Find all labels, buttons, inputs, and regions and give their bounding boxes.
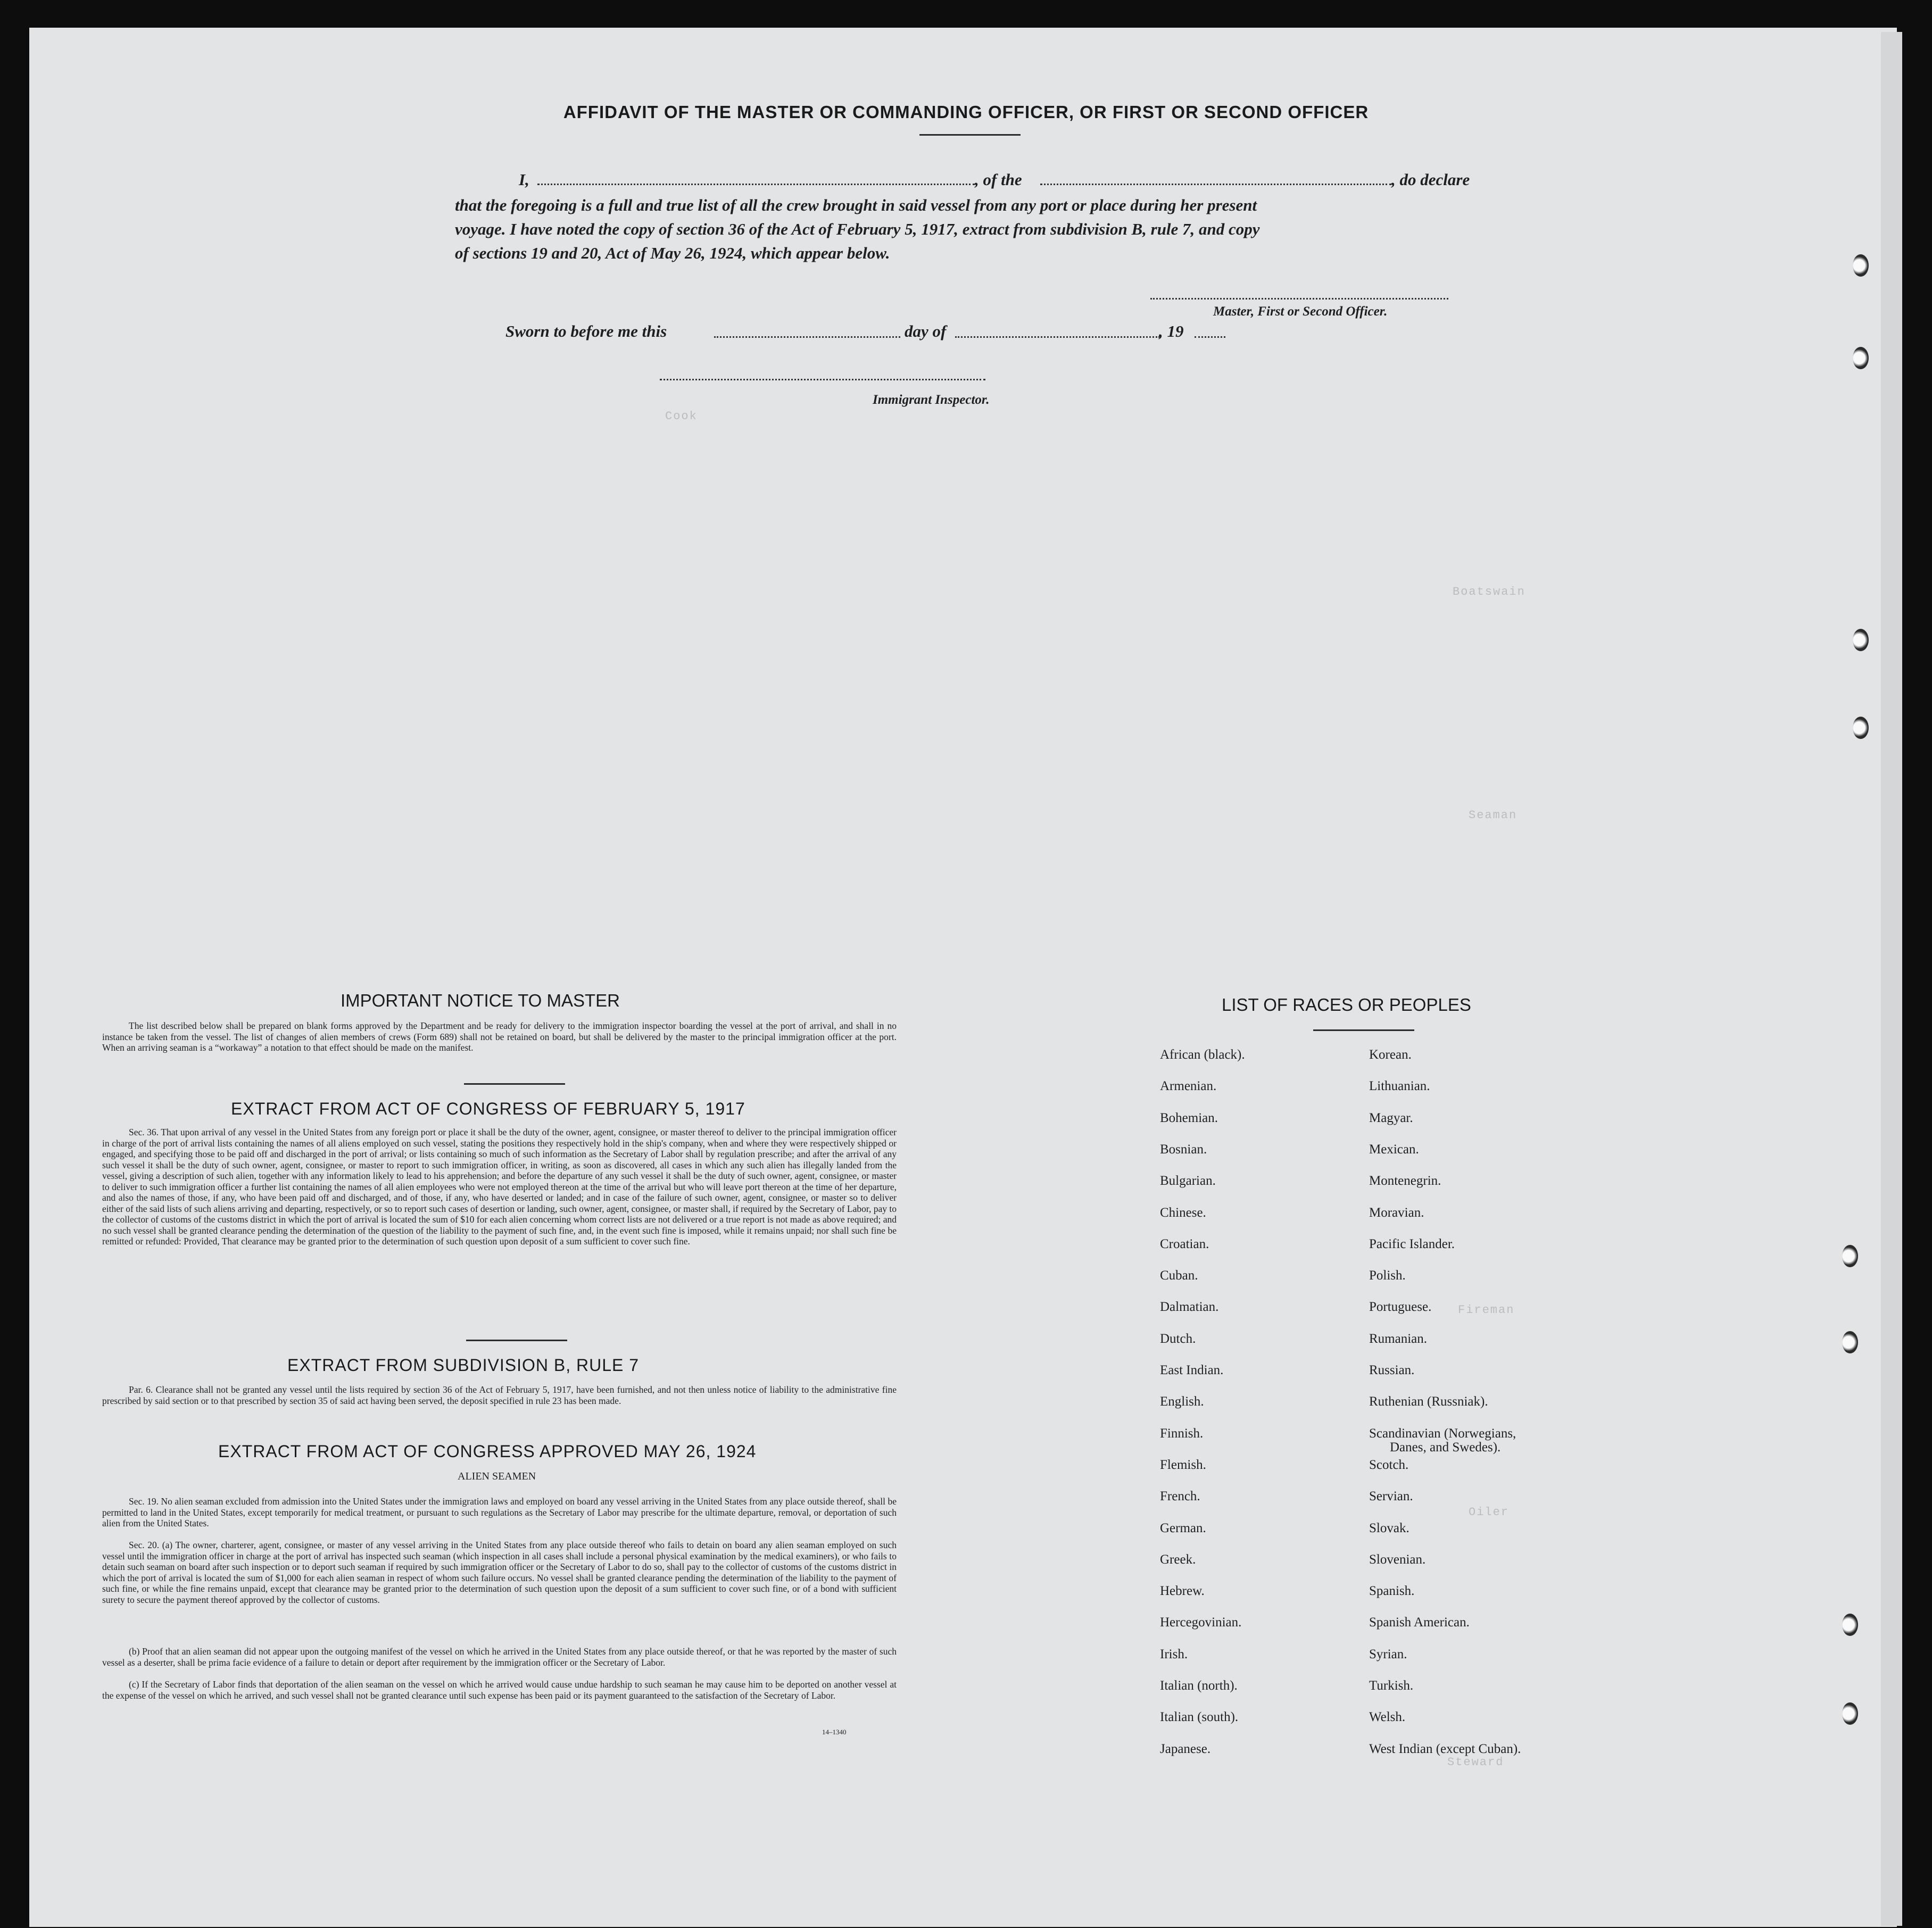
race-item: Flemish.	[1160, 1457, 1206, 1472]
race-item: Finnish.	[1160, 1426, 1204, 1441]
race-item: Welsh.	[1369, 1710, 1406, 1725]
act-1924-sec20b: (b) Proof that an alien seaman did not appear upon the outgoing manifest of the vessel on which he arrived in the United States from any place outside thereof, or that he was reported by the master of such vessel as a deserter, shall be prima facie evidence of a failure to detain or deport after requirement by the immigration officer or the Secretary of Labor.	[102, 1646, 897, 1668]
race-item: Slovak.	[1369, 1520, 1409, 1535]
affidavit-do-declare: , do declare	[1391, 170, 1470, 189]
race-item: Magyar.	[1369, 1110, 1413, 1125]
race-item-continued: Danes, and Swedes).	[1390, 1440, 1501, 1455]
title-rule	[919, 134, 1021, 136]
race-item: Russian.	[1369, 1363, 1415, 1377]
race-item: Spanish American.	[1369, 1615, 1470, 1630]
sworn-label: Sworn to before me this	[505, 322, 667, 340]
master-signature-label: Master, First or Second Officer.	[1213, 304, 1388, 319]
adjacent-page-edge	[1881, 32, 1902, 1926]
race-item: Chinese.	[1160, 1205, 1206, 1220]
declarant-name-line[interactable]	[537, 184, 975, 185]
race-item: Syrian.	[1369, 1647, 1407, 1661]
act-1924-sec19: Sec. 19. No alien seaman excluded from admission into the United States under the immigration laws and employed on board any vessel arriving in the United States from any place outside thereof, shall be permitted to land in the United States, except temporarily for medical treatment, or pursuant to such regulations as the Secretary of Labor may prescribe for the ultimate departure, removal, or deportation of such alien from the United States.	[102, 1496, 897, 1528]
race-item: Cuban.	[1160, 1268, 1198, 1283]
affidavit-title: AFFIDAVIT OF THE MASTER OR COMMANDING OFFICER, OR FIRST OR SECOND OFFICER	[563, 102, 1369, 122]
race-item: Italian (north).	[1160, 1678, 1238, 1693]
race-item: Ruthenian (Russniak).	[1369, 1394, 1488, 1409]
race-item: East Indian.	[1160, 1363, 1224, 1377]
alien-seamen-subtitle: ALIEN SEAMEN	[458, 1470, 536, 1482]
race-item: Portuguese.	[1369, 1300, 1432, 1315]
master-signature-line[interactable]	[1150, 298, 1448, 300]
act-1924-sec20c: (c) If the Secretary of Labor finds that deportation of the alien seaman on the vessel on which he arrived would cause undue hardship to such seaman he may cause him to be deported on another vessel at the expense of the vessel on which he arrived, and such vessel shall not be granted clearance until such expense has been paid or its payment guaranteed to the satisfaction of the Secretary of Labor.	[102, 1679, 897, 1701]
bleedthrough-word: Cook	[665, 410, 698, 423]
race-item: English.	[1160, 1394, 1204, 1409]
binder-hole	[1853, 717, 1869, 739]
race-item: Hercegovinian.	[1160, 1615, 1242, 1630]
affidavit-line-3: voyage. I have noted the copy of section 36 of the Act of February 5, 1917, extract from subdivision B, rule 7, and copy	[455, 220, 1260, 238]
race-item: Scotch.	[1369, 1457, 1409, 1472]
rule7-body: Par. 6. Clearance shall not be granted any vessel until the lists required by section 36 of the Act of February 5, 1917, have been furnished, and not then unless notice of liability to the administrative fine prescribed by said section or to that prescribed by section 35 of said act having been served, the deposit specified in rule 23 has been made.	[102, 1384, 897, 1406]
binder-hole	[1853, 254, 1869, 277]
race-item: Irish.	[1160, 1647, 1188, 1661]
inspector-label: Immigrant Inspector.	[873, 393, 990, 407]
race-item: Greek.	[1160, 1552, 1196, 1567]
races-title: LIST OF RACES OR PEOPLES	[1222, 995, 1471, 1015]
race-item: Pacific Islander.	[1369, 1236, 1455, 1251]
affidavit-lead-i: I,	[519, 170, 529, 189]
race-item: Bohemian.	[1160, 1110, 1218, 1125]
race-item: Lithuanian.	[1369, 1079, 1430, 1094]
race-item: Bosnian.	[1160, 1142, 1207, 1157]
act-1917-body: Sec. 36. That upon arrival of any vessel in the United States from any foreign port or place it shall be the duty of the owner, agent, consignee, or master thereof to deliver to the principal immigration officer in charge of the port of arrival lists containing the names of all aliens employed on such vessel, stating the positions they respectively hold in the ship's company, when and where they were respectively shipped or engaged, and specifying those to be paid off and discharged in the port of arrival; or lists containing so much of such information as the Secretary of Labor shall by regulation prescribe; and after the arrival of any such vessel it shall be the duty of such owner, agent, consignee, or master to report to such immigration officer, in writing, as soon as discovered, all cases in which any such alien has illegally landed from the vessel, giving a description of such alien, together with any information likely to lead to his apprehension; and before the departure of any such vessel it shall be the duty of such owner, agent, consignee, or master to deliver to such immigration officer a further list containing the names of all alien employees who were not employed thereon at the time of the arrival but who will leave port thereon at the time of her departure, and also the names of those, if any, who have been paid off and discharged, and of those, if any, who have deserted or landed; and in case of the failure of such owner, agent, consignee, or master so to deliver either of the said lists of such aliens arriving and departing, respectively, or so to report such cases of desertion or landing, such owner, agent, consignee, or master shall, if required by the Secretary of Labor, pay to the collector of customs of the customs district in which the port of arrival is located the sum of $10 for each alien concerning whom correct lists are not delivered or a true report is not made as above required; and no such vessel shall be granted clearance pending the determination of the question of the liability to the payment of such fine, and, in the event such fine is imposed, while it remains unpaid; nor shall such fine be remitted or refunded: Provided, That clearance may be granted prior to the determination of such question upon deposit of a sum sufficient to cover such fine.	[102, 1127, 897, 1246]
binder-hole	[1842, 1331, 1858, 1353]
race-item: Moravian.	[1369, 1205, 1424, 1220]
race-item: Rumanian.	[1369, 1331, 1428, 1346]
race-item: Italian (south).	[1160, 1710, 1239, 1725]
act-1924-title: EXTRACT FROM ACT OF CONGRESS APPROVED MAY 26, 1924	[218, 1442, 757, 1461]
race-item: Turkish.	[1369, 1678, 1414, 1693]
affidavit-line-4: of sections 19 and 20, Act of May 26, 1924, which appear below.	[455, 244, 890, 262]
bleedthrough-word: Fireman	[1458, 1303, 1515, 1317]
race-item: Bulgarian.	[1160, 1174, 1216, 1189]
section-rule	[466, 1340, 567, 1341]
vessel-name-line[interactable]	[1040, 184, 1391, 185]
race-item: Armenian.	[1160, 1079, 1217, 1094]
binder-hole	[1853, 347, 1869, 369]
race-item: Korean.	[1369, 1048, 1412, 1062]
race-item: Spanish.	[1369, 1584, 1415, 1599]
sworn-day-line[interactable]	[714, 336, 900, 338]
act-1924-sec20a: Sec. 20. (a) The owner, charterer, agent, consignee, or master of any vessel arriving in the United States from any place outside thereof who fails to detain on board any alien seaman employed on such vessel until the immigration officer in charge at the port of arrival has inspected such seaman (which inspection in all cases shall include a personal physical examination by the medical examiners), or who fails to detain such seaman on board after such inspection or to deport such seaman if required by such immigration officer or the Secretary of Labor to do so, shall pay to the collector of customs of the customs district in which the port of arrival is located the sum of $1,000 for each alien seaman in respect of whom such failure occurs. No vessel shall be granted clearance pending the determination of the liability to the payment of such fine, or while the fine remains unpaid, except that clearance may be granted prior to the determination of such question upon the deposit of a sum sufficient to cover such fine, or of a bond with sufficient surety to secure the payment thereof approved by the collector of customs.	[102, 1540, 897, 1605]
manifest-page	[29, 28, 1897, 1927]
notice-title: IMPORTANT NOTICE TO MASTER	[341, 991, 620, 1010]
race-item: Slovenian.	[1369, 1552, 1426, 1567]
binder-hole	[1842, 1245, 1858, 1267]
race-item: Hebrew.	[1160, 1584, 1205, 1599]
bleedthrough-word: Seaman	[1469, 809, 1518, 822]
race-item: Dutch.	[1160, 1331, 1196, 1346]
form-number: 14–1340	[822, 1728, 847, 1736]
binder-hole	[1842, 1614, 1858, 1636]
bleedthrough-word: Boatswain	[1453, 585, 1525, 599]
race-item: Dalmatian.	[1160, 1300, 1219, 1315]
sworn-year-line[interactable]	[1195, 336, 1225, 338]
bleedthrough-word: Steward	[1447, 1756, 1504, 1769]
race-item: German.	[1160, 1520, 1206, 1535]
race-item: French.	[1160, 1489, 1200, 1504]
notice-body: The list described below shall be prepared on blank forms approved by the Department and be ready for delivery to the immigration inspector boarding the vessel at the port of arrival, and shall in no instance be taken from the vessel. The list of changes of alien members of crews (Form 689) shall not be retained on board, but shall be delivered by the master to the principal immigration officer at the port. When an arriving seaman is a “workaway” a notation to that effect should be made on the manifest.	[102, 1020, 897, 1053]
inspector-signature-line[interactable]	[660, 379, 985, 380]
act-1917-title: EXTRACT FROM ACT OF CONGRESS OF FEBRUARY 5, 1917	[231, 1099, 745, 1118]
race-item: West Indian (except Cuban).	[1369, 1741, 1521, 1756]
race-item: Japanese.	[1160, 1741, 1211, 1756]
race-item: African (black).	[1160, 1048, 1245, 1062]
race-item: Polish.	[1369, 1268, 1406, 1283]
section-rule	[1313, 1029, 1414, 1031]
race-item: Montenegrin.	[1369, 1174, 1441, 1189]
day-of-label: day of	[905, 322, 947, 340]
year-label: , 19	[1159, 322, 1184, 340]
affidavit-line-2: that the foregoing is a full and true list of all the crew brought in said vessel from any port or place during her present	[455, 196, 1257, 214]
binder-hole	[1853, 629, 1869, 651]
race-item: Croatian.	[1160, 1236, 1209, 1251]
bleedthrough-word: Oiler	[1469, 1506, 1510, 1519]
section-rule	[464, 1083, 565, 1085]
race-item: Mexican.	[1369, 1142, 1419, 1157]
sworn-month-line[interactable]	[955, 336, 1160, 338]
binder-hole	[1842, 1702, 1858, 1725]
rule7-title: EXTRACT FROM SUBDIVISION B, RULE 7	[287, 1356, 640, 1375]
race-item: Scandinavian (Norwegians,	[1369, 1426, 1516, 1441]
race-item: Servian.	[1369, 1489, 1413, 1504]
affidavit-of-the: , of the	[975, 170, 1022, 189]
